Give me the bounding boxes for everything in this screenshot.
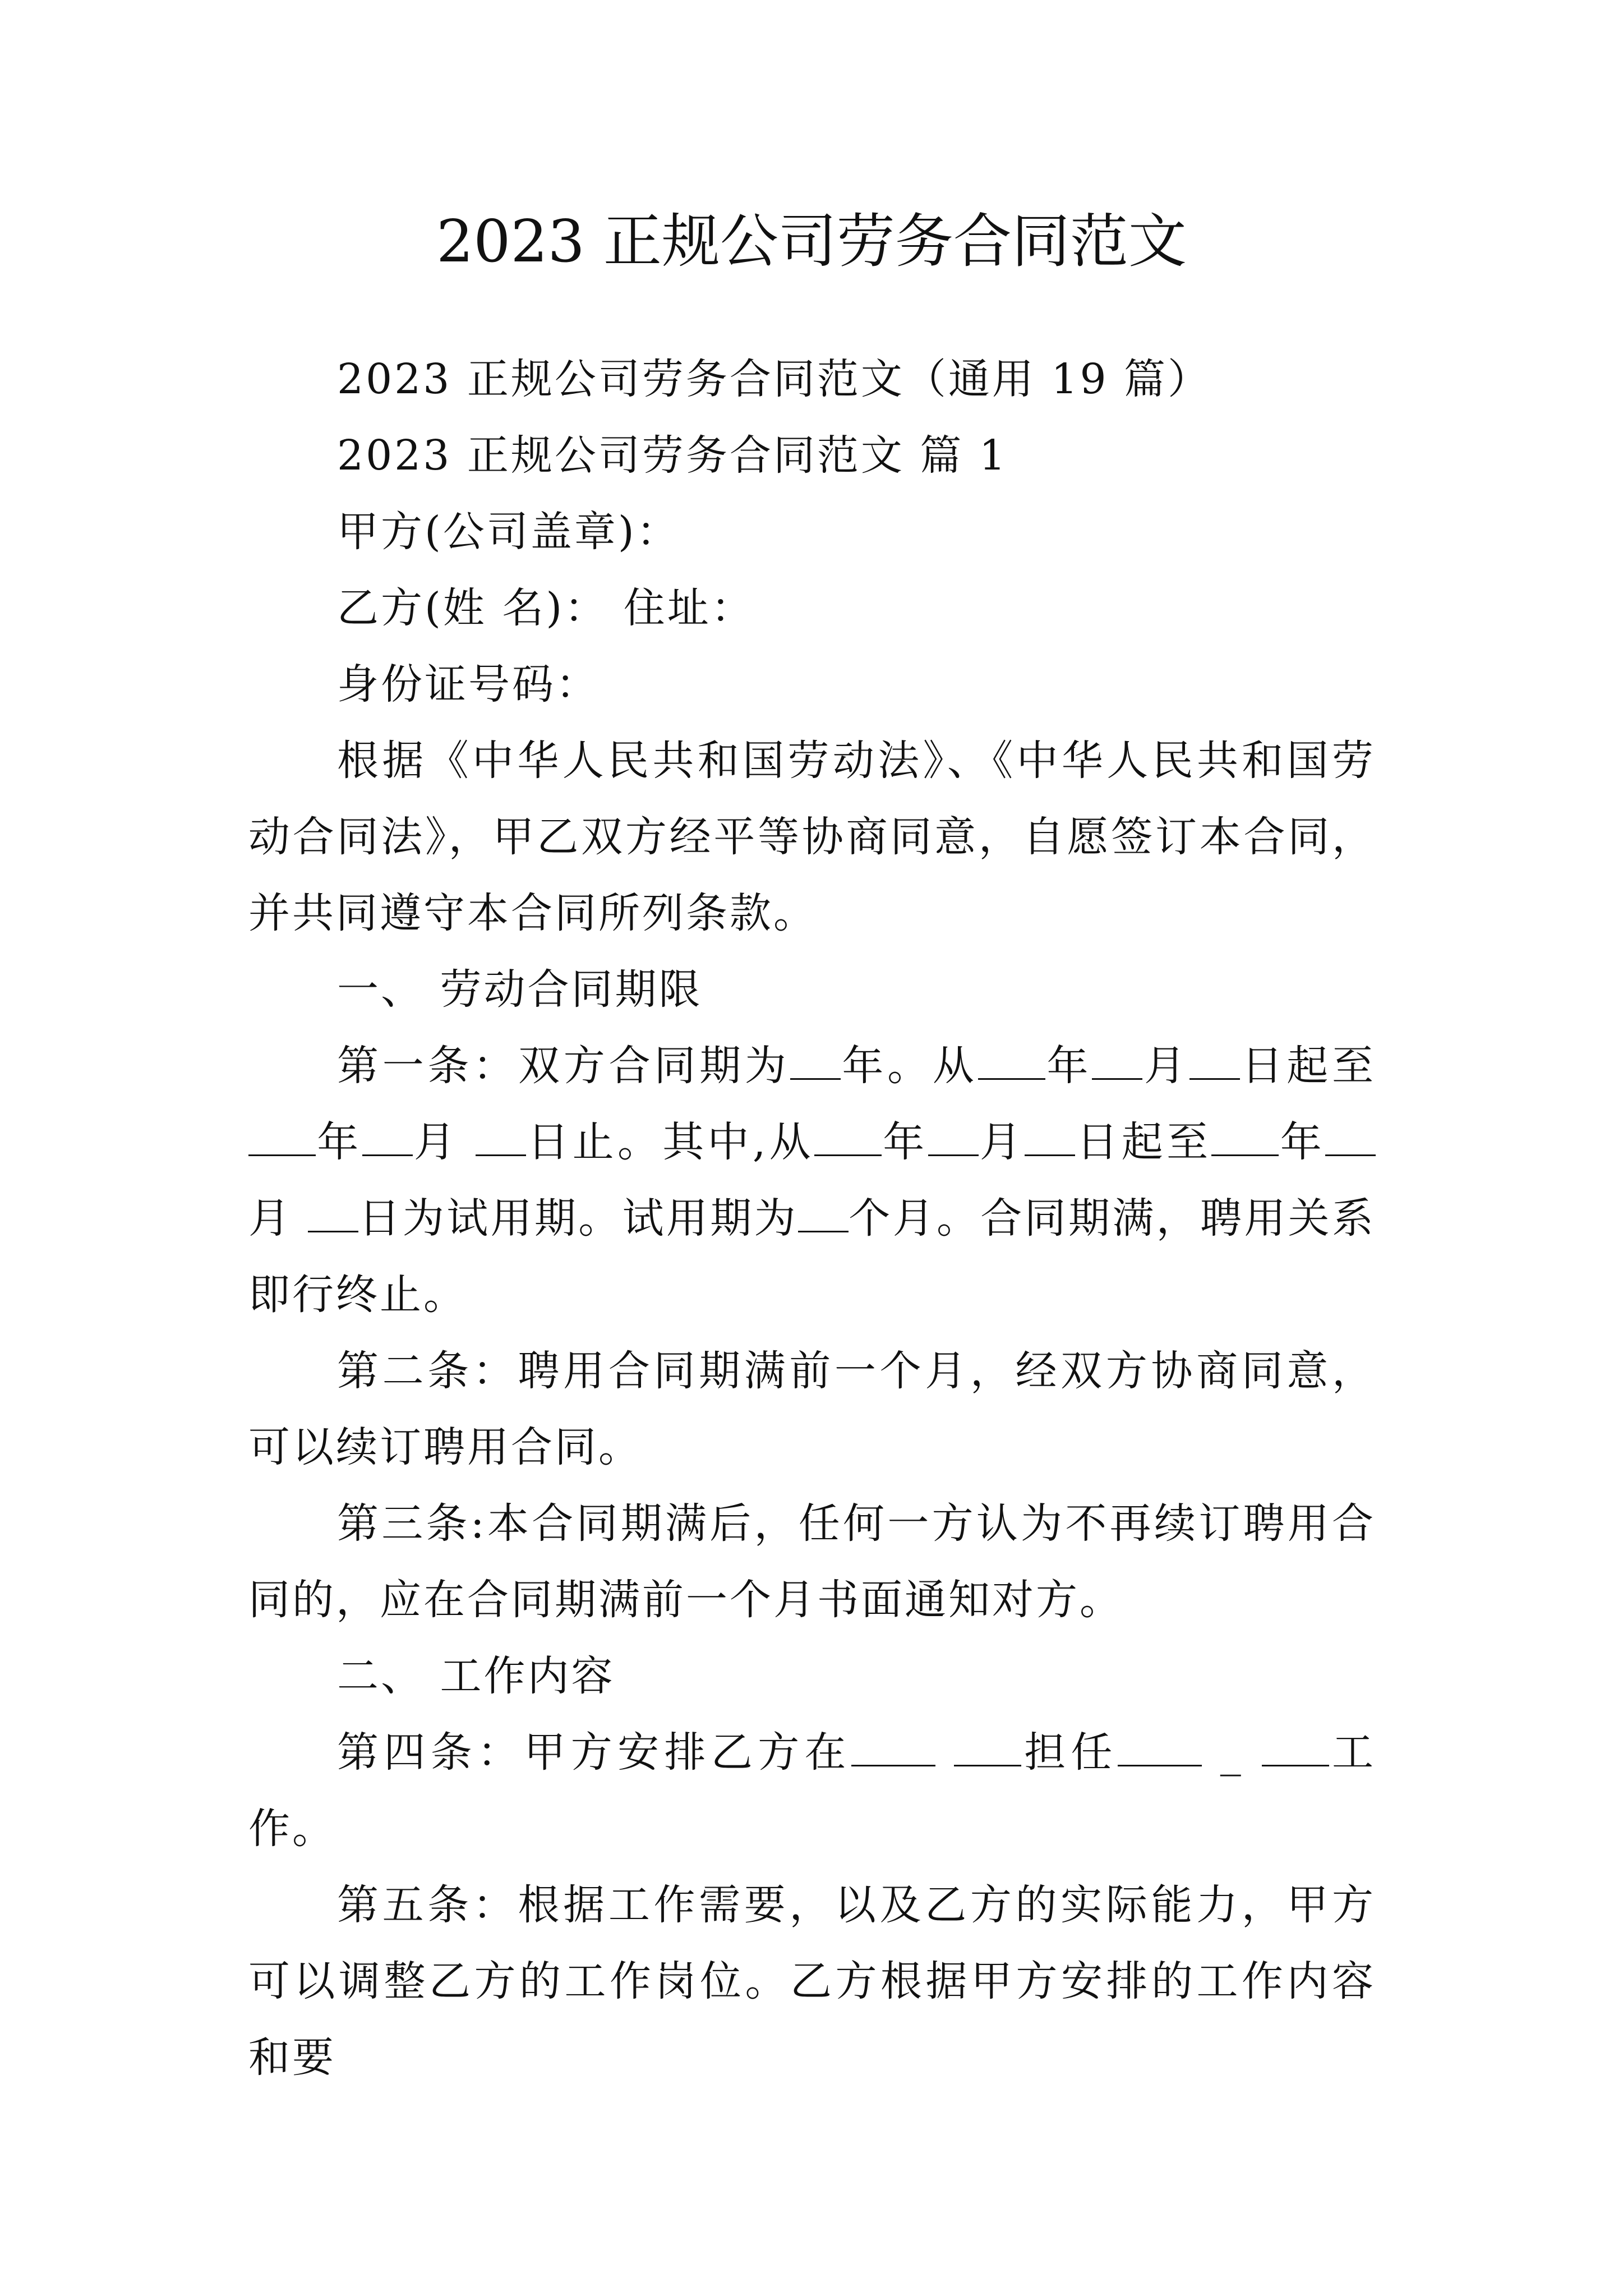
article-3-paragraph: 第三条:本合同期满后，任何一方认为不再续订聘用合同的，应在合同期满前一个月书面通知对方。	[248, 1499, 1376, 1624]
section-heading-term: 一、 劳动合同期限	[337, 965, 703, 1014]
article-1-text: 月	[978, 1118, 1025, 1166]
article-1-text: 月	[1142, 1042, 1189, 1090]
document-body	[248, 341, 1376, 2096]
article-1-text: 年	[316, 1118, 362, 1166]
blank-field	[954, 1731, 1021, 1766]
blank-field	[1092, 1045, 1142, 1080]
article-1-text: 日起至	[1075, 1118, 1212, 1166]
document-title: 2023 正规公司劳务合同范文	[436, 207, 1187, 275]
article-1-paragraph	[248, 1028, 1376, 1333]
article-1-text: 年	[1045, 1042, 1092, 1090]
article-1-text: 个月。合同期满，聘用关系即行终止。	[248, 1194, 1376, 1319]
blank-field	[1025, 1121, 1075, 1156]
article-1-text: 年	[881, 1118, 928, 1166]
blank-field	[851, 1731, 935, 1766]
article-1-text: 日止。其中,从	[526, 1118, 814, 1166]
article-1-text: 月	[248, 1194, 293, 1243]
blank-field	[1118, 1731, 1202, 1766]
blank-field	[362, 1121, 413, 1156]
blank-field	[814, 1121, 882, 1156]
blank-field	[798, 1197, 849, 1232]
blank-field	[928, 1121, 979, 1156]
blank-field	[1189, 1045, 1240, 1080]
party-b-line: 乙方(姓 名)： 住址：	[337, 584, 755, 632]
article-5-paragraph: 第五条：根据工作需要，以及乙方的实际能力，甲方可以调整乙方的工作岗位。乙方根据甲方安排的工作内容和要	[248, 1881, 1376, 2082]
article-2-paragraph: 第二条：聘用合同期满前一个月，经双方协商同意，可以续订聘用合同。	[248, 1347, 1376, 1471]
article-1-text: 第一条：双方合同期为	[337, 1042, 790, 1090]
blank-field	[248, 1121, 316, 1156]
article-1-text: 月	[412, 1118, 459, 1166]
blank-field	[476, 1121, 526, 1156]
blank-field	[790, 1045, 841, 1080]
section-heading-work: 二、 工作内容	[337, 1652, 615, 1700]
blank-field	[308, 1197, 358, 1232]
article-1-text: 日起至	[1239, 1042, 1376, 1090]
article-4-text: 工作。	[248, 1728, 1376, 1853]
preamble-paragraph: 根据《中华人民共和国劳动法》、《中华人民共和国劳动合同法》，甲乙双方经平等协商同意，自愿签订本合同，并共同遵守本合同所列条款。	[248, 737, 1376, 937]
blank-field	[978, 1045, 1045, 1080]
article-1-text: 年	[1279, 1118, 1326, 1166]
party-a-line: 甲方(公司盖章)：	[337, 508, 680, 556]
article-4-paragraph	[248, 1714, 1376, 1867]
article-4-text: _	[1220, 1728, 1243, 1777]
article-1-text: 年。从	[840, 1042, 978, 1090]
blank-field	[1211, 1121, 1279, 1156]
article-1-text: 日为试用期。试用期为	[358, 1194, 798, 1243]
id-number-line: 身份证号码：	[337, 660, 600, 708]
blank-field	[1262, 1731, 1329, 1766]
blank-field	[1325, 1121, 1376, 1156]
subtitle-line: 2023 正规公司劳务合同范文（通用 19 篇）	[337, 355, 1212, 403]
article-4-text: 担任	[1021, 1728, 1118, 1777]
article-4-text: 第四条：甲方安排乙方在	[337, 1728, 851, 1777]
chapter-line: 2023 正规公司劳务合同范文 篇 1	[337, 431, 1008, 480]
